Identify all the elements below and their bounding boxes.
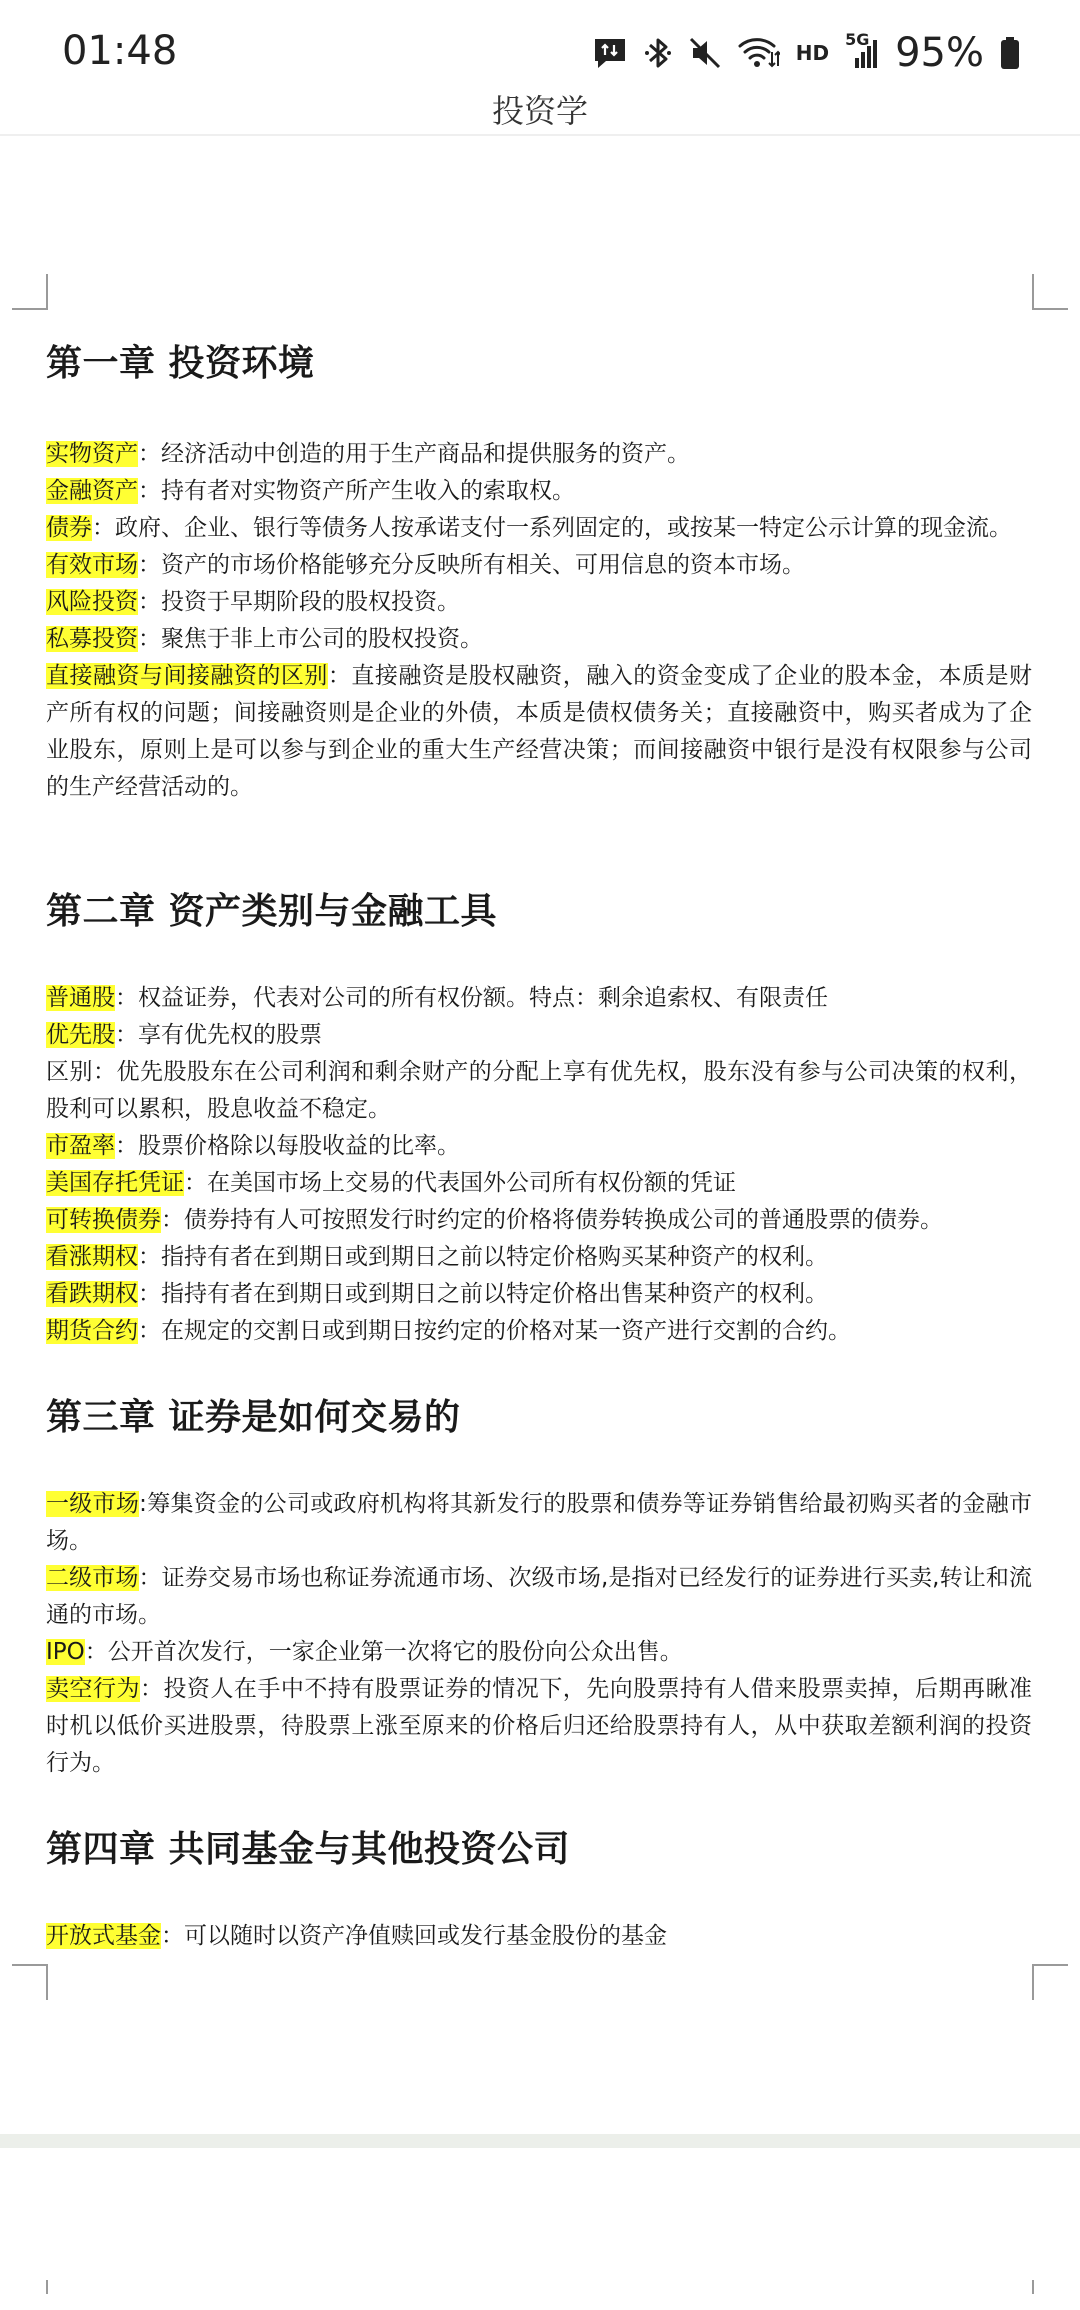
term-highlight: 二级市场 [46,1565,139,1591]
term-highlight: 普通股 [46,985,115,1011]
definition-entry [46,473,1032,510]
definition-entry [46,621,1032,658]
term-highlight: 可转换债券 [46,1207,161,1233]
page-margin-corner-top-right [1032,274,1068,310]
definition-entry [46,980,1032,1017]
definition-text: ：投资于早期阶段的股权投资。 [138,589,460,615]
definition-text: ：指持有者在到期日或到期日之前以特定价格购买某种资产的权利。 [138,1244,828,1270]
chapter-heading: 第三章 证券是如何交易的 [46,1397,461,1438]
term-highlight: 看跌期权 [46,1281,138,1307]
document-title-bar [0,86,1080,136]
definition-text: ：在美国市场上交易的代表国外公司所有权份额的凭证 [184,1170,736,1196]
definition-entry [46,1165,1032,1202]
definition-text: ：持有者对实物资产所产生收入的索取权。 [138,478,575,504]
definition-text: ：经济活动中创造的用于生产商品和提供服务的资产。 [138,441,690,467]
wifi-icon [738,36,780,70]
definition-text: :筹集资金的公司或政府机构将其新发行的股票和债券等证券销售给最初购买者的金融市场。 [46,1491,1033,1554]
page-margin-corner-bottom-right [1032,1964,1068,2000]
definition-text: ：证券交易市场也称证券流通市场、次级市场,是指对已经发行的证券进行买卖,转让和流通的市场。 [46,1565,1032,1628]
page-margin-tick-right [1032,2280,1034,2294]
network-type-label: 5G [845,30,870,49]
bluetooth-icon [644,35,672,71]
definition-text: ：直接融资是股权融资，融入的资金变成了企业的股本金，本质是财产所有权的问题；间接融资则是企业的外债，本质是债权债务关；直接融资中，购买者成为了企业股东，原则上是可以参与到企业的重大生产经营决策；而间接融资中银行是没有权限参与公司的生产经营活动的。 [46,663,1033,800]
definition-entry [46,1634,1032,1671]
page-margin-tick-left [46,2280,48,2294]
definition-text: ：权益证券，代表对公司的所有权份额。特点：剩余追索权、有限责任 [115,985,828,1011]
definition-entry [46,1276,1032,1313]
chapter-2-content [46,980,1032,1350]
definition-entry [46,1918,1032,1955]
definition-text: ：投资人在手中不持有股票证券的情况下，先向股票持有人借来股票卖掉，后期再瞅准时机以低价买进股票，待股票上涨至原来的价格后归还给股票持有人，从中获取差额利润的投资行为。 [46,1676,1033,1776]
definition-entry [46,436,1032,473]
term-highlight: IPO [46,1639,85,1665]
definition-entry [46,658,1032,806]
term-highlight: 期货合约 [46,1318,138,1344]
term-highlight: 债券 [46,515,92,541]
document-title[interactable]: 投资学 [491,92,588,130]
definition-entry [46,1128,1032,1165]
definition-entry [46,1486,1032,1560]
signal-icon [845,30,879,70]
term-highlight: 私募投资 [46,626,138,652]
status-time: 01:48 [62,28,178,74]
term-highlight: 优先股 [46,1022,115,1048]
chapter-heading: 第二章 资产类别与金融工具 [46,891,498,932]
term-highlight: 卖空行为 [46,1676,140,1702]
definition-entry [46,1560,1032,1634]
definition-entry [46,1202,1032,1239]
definition-entry [46,584,1032,621]
hd-label: HD [795,41,830,65]
status-icons [592,30,1020,76]
definition-entry [46,547,1032,584]
definition-text: 区别：优先股股东在公司利润和剩余财产的分配上享有优先权，股东没有参与公司决策的权利，股利可以累积，股息收益不稳定。 [46,1059,1032,1122]
definition-text: ：债券持有人可按照发行时约定的价格将债券转换成公司的普通股票的债券。 [161,1207,943,1233]
definition-entry [46,1671,1032,1782]
term-highlight: 风险投资 [46,589,138,615]
data-transfer-icon [592,36,628,70]
chapter-1-content [46,436,1032,806]
page-margin-corner-top-left [12,274,48,310]
definition-text: ：聚焦于非上市公司的股权投资。 [138,626,483,652]
term-highlight: 一级市场 [46,1491,140,1517]
definition-entry [46,1017,1032,1054]
battery-percent: 95% [895,30,984,76]
definition-entry [46,510,1032,547]
definition-text: ：股票价格除以每股收益的比率。 [115,1133,460,1159]
term-highlight: 看涨期权 [46,1244,138,1270]
definition-text: ：享有优先权的股票 [115,1022,322,1048]
term-highlight: 实物资产 [46,441,138,467]
term-highlight: 开放式基金 [46,1923,161,1949]
definition-text: ：在规定的交割日或到期日按约定的价格对某一资产进行交割的合约。 [138,1318,851,1344]
definition-text: ：公开首次发行，一家企业第一次将它的股份向公众出售。 [84,1639,683,1665]
definition-text: ：指持有者在到期日或到期日之前以特定价格出售某种资产的权利。 [138,1281,828,1307]
definition-entry [46,1313,1032,1350]
term-highlight: 有效市场 [46,552,138,578]
term-highlight: 市盈率 [46,1133,115,1159]
term-highlight: 美国存托凭证 [46,1170,184,1196]
definition-entry [46,1054,1032,1128]
chapter-heading: 第一章 投资环境 [46,343,315,384]
definition-text: ：可以随时以资产净值赎回或发行基金股份的基金 [161,1923,667,1949]
mute-icon [688,36,722,70]
definition-entry [46,1239,1032,1276]
chapter-3-content [46,1486,1032,1782]
term-highlight: 直接融资与间接融资的区别 [46,663,328,689]
chapter-4-content [46,1918,1032,1955]
status-bar [0,0,1080,90]
page-separator [0,2134,1080,2148]
definition-text: ：资产的市场价格能够充分反映所有相关、可用信息的资本市场。 [138,552,805,578]
battery-icon [1000,36,1020,70]
chapter-heading: 第四章 共同基金与其他投资公司 [46,1829,571,1870]
definition-text: ：政府、企业、银行等债务人按承诺支付一系列固定的，或按某一特定公示计算的现金流。 [92,515,1012,541]
term-highlight: 金融资产 [46,478,138,504]
page-margin-corner-bottom-left [12,1964,48,2000]
